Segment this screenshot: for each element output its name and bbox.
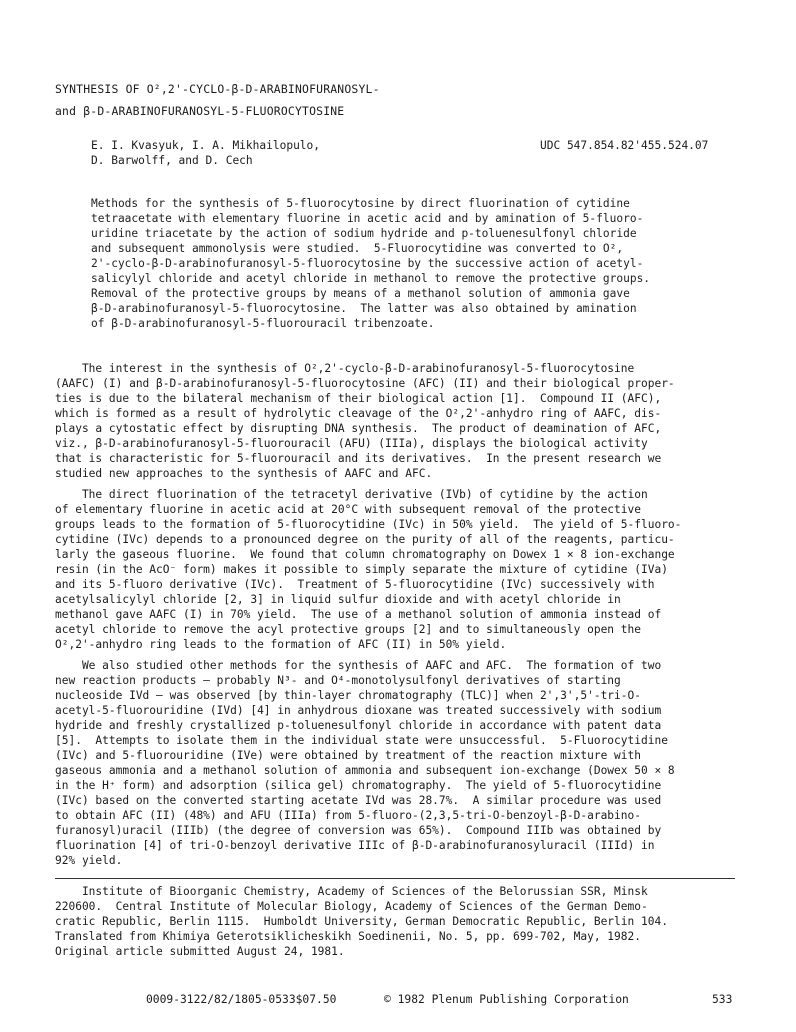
body-line: ties is due to the bilateral mechanism of their biological action [1]. Compound II (AFC), [55, 392, 662, 405]
body-line: 92% yield. [55, 854, 123, 867]
body-line: acetyl chloride to remove the acyl protective groups [2] and to simultaneously open the [55, 623, 641, 636]
body-line: resin (in the AcO⁻ form) makes it possible to simply separate the mixture of cytidine (IVa) [55, 563, 668, 576]
body-line: (IVc) based on the converted starting acetate IVd was 28.7%. A similar procedure was used [55, 794, 662, 807]
body-line: (AAFC) (I) and β-D-arabinofuranosyl-5-fluorocytosine (AFC) (II) and their biological proper- [55, 377, 675, 390]
body-line: (IVc) and 5-fluorouridine (IVe) were obtained by treatment of the reaction mixture with [55, 749, 641, 762]
abstract-line: and subsequent ammonolysis were studied. 5-Fluorocytidine was converted to O², [91, 242, 624, 255]
footnote-divider [55, 878, 735, 879]
body-line: of elementary fluorine in acetic acid at 20°C with subsequent removal of the protective [55, 503, 641, 516]
body-line: groups leads to the formation of 5-fluorocytidine (IVc) in 50% yield. The yield of 5-fluoro- [55, 518, 682, 531]
body-line: studied new approaches to the synthesis of AAFC and AFC. [55, 467, 433, 480]
title-line-1: SYNTHESIS OF O²,2'-CYCLO-β-D-ARABINOFURANOSYL- [55, 82, 380, 96]
body-line: gaseous ammonia and a methanol solution of ammonia and subsequent ion-exchange (Dowex 50 × 8 [55, 764, 675, 777]
footnote-line: cratic Republic, Berlin 1115. Humboldt University, German Democratic Republic, Berlin 104. [55, 915, 668, 928]
abstract-line: Methods for the synthesis of 5-fluorocytosine by direct fluorination of cytidine [91, 197, 630, 210]
abstract-line: uridine triacetate by the action of sodium hydride and p-toluenesulfonyl chloride [91, 227, 637, 240]
abstract-line: tetraacetate with elementary fluorine in acetic acid and by amination of 5-fluoro- [91, 212, 644, 225]
footnote-line: Original article submitted August 24, 1981. [55, 945, 345, 958]
issn-price-code: 0009-3122/82/1805-0533$07.50 [146, 993, 337, 1006]
abstract-line: of β-D-arabinofuranosyl-5-fluorouracil tribenzoate. [91, 317, 435, 330]
body-line: acetylsalicylyl chloride [2, 3] in liquid sulfur dioxide and with acetyl chloride in [55, 593, 621, 606]
page-number: 533 [712, 993, 733, 1006]
abstract-line: salicylyl chloride and acetyl chloride in methanol to remove the protective groups. [91, 272, 651, 285]
body-line: O²,2'-anhydro ring leads to the formation of AFC (II) in 50% yield. [55, 638, 507, 651]
body-line: We also studied other methods for the synthesis of AAFC and AFC. The formation of two [55, 659, 662, 672]
abstract-line: β-D-arabinofuranosyl-5-fluorocytosine. The latter was also obtained by amination [91, 302, 637, 315]
body-line: and its 5-fluoro derivative (IVc). Treatment of 5-fluorocytidine (IVc) successively with [55, 578, 655, 591]
body-line: The direct fluorination of the tetracetyl derivative (IVb) of cytidine by the action [55, 488, 648, 501]
copyright-notice: © 1982 Plenum Publishing Corporation [384, 993, 629, 1006]
body-line: hydride and freshly crystallized p-toluenesulfonyl chloride in accordance with patent data [55, 719, 662, 732]
body-line: to obtain AFC (II) (48%) and AFU (IIIa) from 5-fluoro-(2,3,5-tri-O-benzoyl-β-D-arabino- [55, 809, 641, 822]
body-line: nucleoside IVd — was observed [by thin-layer chromatography (TLC)] when 2',3',5'-tri-O- [55, 689, 641, 702]
body-line: in the H⁺ form) and adsorption (silica gel) chromatography. The yield of 5-fluorocytidine [55, 779, 662, 792]
body-line: acetyl-5-fluorouridine (IVd) [4] in anhydrous dioxane was treated successively with sodium [55, 704, 662, 717]
body-line: fluorination [4] of tri-O-benzoyl derivative IIIc of β-D-arabinofuranosyluracil (IIId) in [55, 839, 655, 852]
footnote-line: 220600. Central Institute of Molecular Biology, Academy of Sciences of the German Demo- [55, 900, 648, 913]
authors-line-1: E. I. Kvasyuk, I. A. Mikhailopulo, [91, 139, 321, 152]
body-line: larly the gaseous fluorine. We found that column chromatography on Dowex 1 × 8 ion-exchange [55, 548, 675, 561]
abstract-line: 2'-cyclo-β-D-arabinofuranosyl-5-fluorocytosine by the successive action of acetyl- [91, 257, 644, 270]
authors-line-2: D. Barwolff, and D. Cech [91, 154, 253, 167]
body-line: that is characteristic for 5-fluorouracil and its derivatives. In the present research we [55, 452, 662, 465]
body-line: new reaction products — probably N³- and O⁴-monotolysulfonyl derivatives of starting [55, 674, 621, 687]
body-line: The interest in the synthesis of O²,2'-cyclo-β-D-arabinofuranosyl-5-fluorocytosine [55, 362, 635, 375]
body-line: plays a cytostatic effect by disrupting DNA synthesis. The product of deamination of AFC, [55, 422, 662, 435]
udc-code: UDC 547.854.82'455.524.07 [540, 139, 709, 152]
footnote-line: Translated from Khimiya Geterotsiklicheskikh Soedinenii, No. 5, pp. 699-702, May, 1982. [55, 930, 641, 943]
body-line: which is formed as a result of hydrolytic cleavage of the O²,2'-anhydro ring of AAFC, dis- [55, 407, 662, 420]
body-line: methanol gave AAFC (I) in 70% yield. The use of a methanol solution of ammonia instead of [55, 608, 662, 621]
title-line-2: and β-D-ARABINOFURANOSYL-5-FLUOROCYTOSINE [55, 104, 345, 118]
body-line: viz., β-D-arabinofuranosyl-5-fluorouracil (AFU) (IIIa), displays the biological activity [55, 437, 648, 450]
abstract-line: Removal of the protective groups by means of a methanol solution of ammonia gave [91, 287, 630, 300]
body-line: [5]. Attempts to isolate them in the individual state were unsuccessful. 5-Fluorocytidine [55, 734, 668, 747]
body-line: furanosyl)uracil (IIIb) (the degree of conversion was 65%). Compound IIIb was obtained by [55, 824, 662, 837]
footnote-line: Institute of Bioorganic Chemistry, Academy of Sciences of the Belorussian SSR, Minsk [55, 885, 648, 898]
body-line: cytidine (IVc) depends to a pronounced degree on the purity of all of the reagents, particu- [55, 533, 675, 546]
